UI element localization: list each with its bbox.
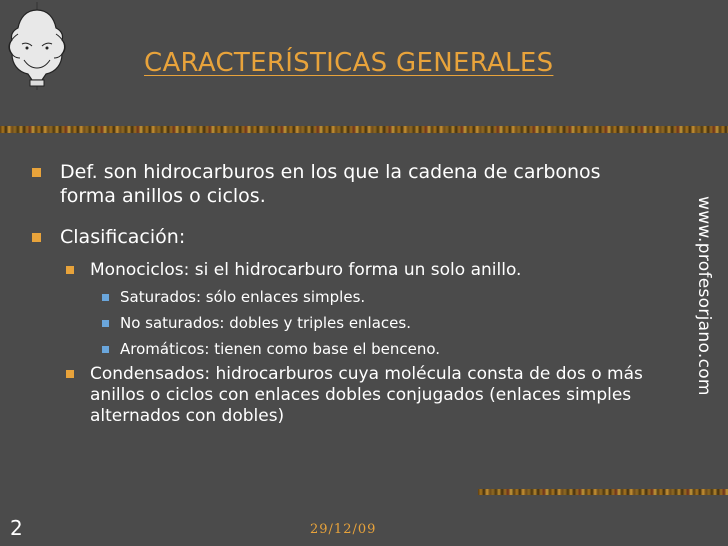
- slide-title: CARACTERÍSTICAS GENERALES: [144, 48, 554, 78]
- bullet-monociclos: [90, 260, 670, 281]
- bullet-saturados: [120, 288, 660, 307]
- decorative-strip-bottom: [478, 489, 728, 495]
- bullet-text: Monociclos: si el hidrocarburo forma un solo anillo.: [90, 260, 522, 280]
- bullet-text: Condensados: hidrocarburos cuya molécula consta de dos o más anillos o ciclos con enlaces dobles conjugados (enlaces simples alternados con dobles): [90, 364, 643, 426]
- square-bullet-icon: [32, 168, 41, 177]
- square-bullet-icon: [66, 266, 74, 274]
- decorative-strip-top: [0, 126, 728, 133]
- square-bullet-icon: [102, 346, 109, 353]
- bullet-text: Saturados: sólo enlaces simples.: [120, 288, 366, 306]
- janus-logo: [0, 0, 74, 92]
- square-bullet-icon: [32, 233, 41, 242]
- square-bullet-icon: [102, 320, 109, 327]
- square-bullet-icon: [102, 294, 109, 301]
- side-url-text: www.profesorjano.com: [694, 196, 714, 396]
- slide-date: 29/12/09: [310, 522, 377, 537]
- bullet-definition: [60, 160, 660, 208]
- bullet-aromaticos: [120, 340, 660, 359]
- bullet-text: Aromáticos: tienen como base el benceno.: [120, 340, 441, 358]
- bullet-no-saturados: [120, 314, 660, 333]
- bullet-text: No saturados: dobles y triples enlaces.: [120, 314, 411, 332]
- slide-number: 2: [10, 516, 23, 540]
- bullet-clasificacion: [60, 225, 660, 249]
- bullet-text: Clasificación:: [60, 226, 186, 248]
- bullet-condensados: [90, 364, 675, 427]
- bullet-text: Def. son hidrocarburos en los que la cadena de carbonos forma anillos o ciclos.: [60, 161, 601, 207]
- square-bullet-icon: [66, 370, 74, 378]
